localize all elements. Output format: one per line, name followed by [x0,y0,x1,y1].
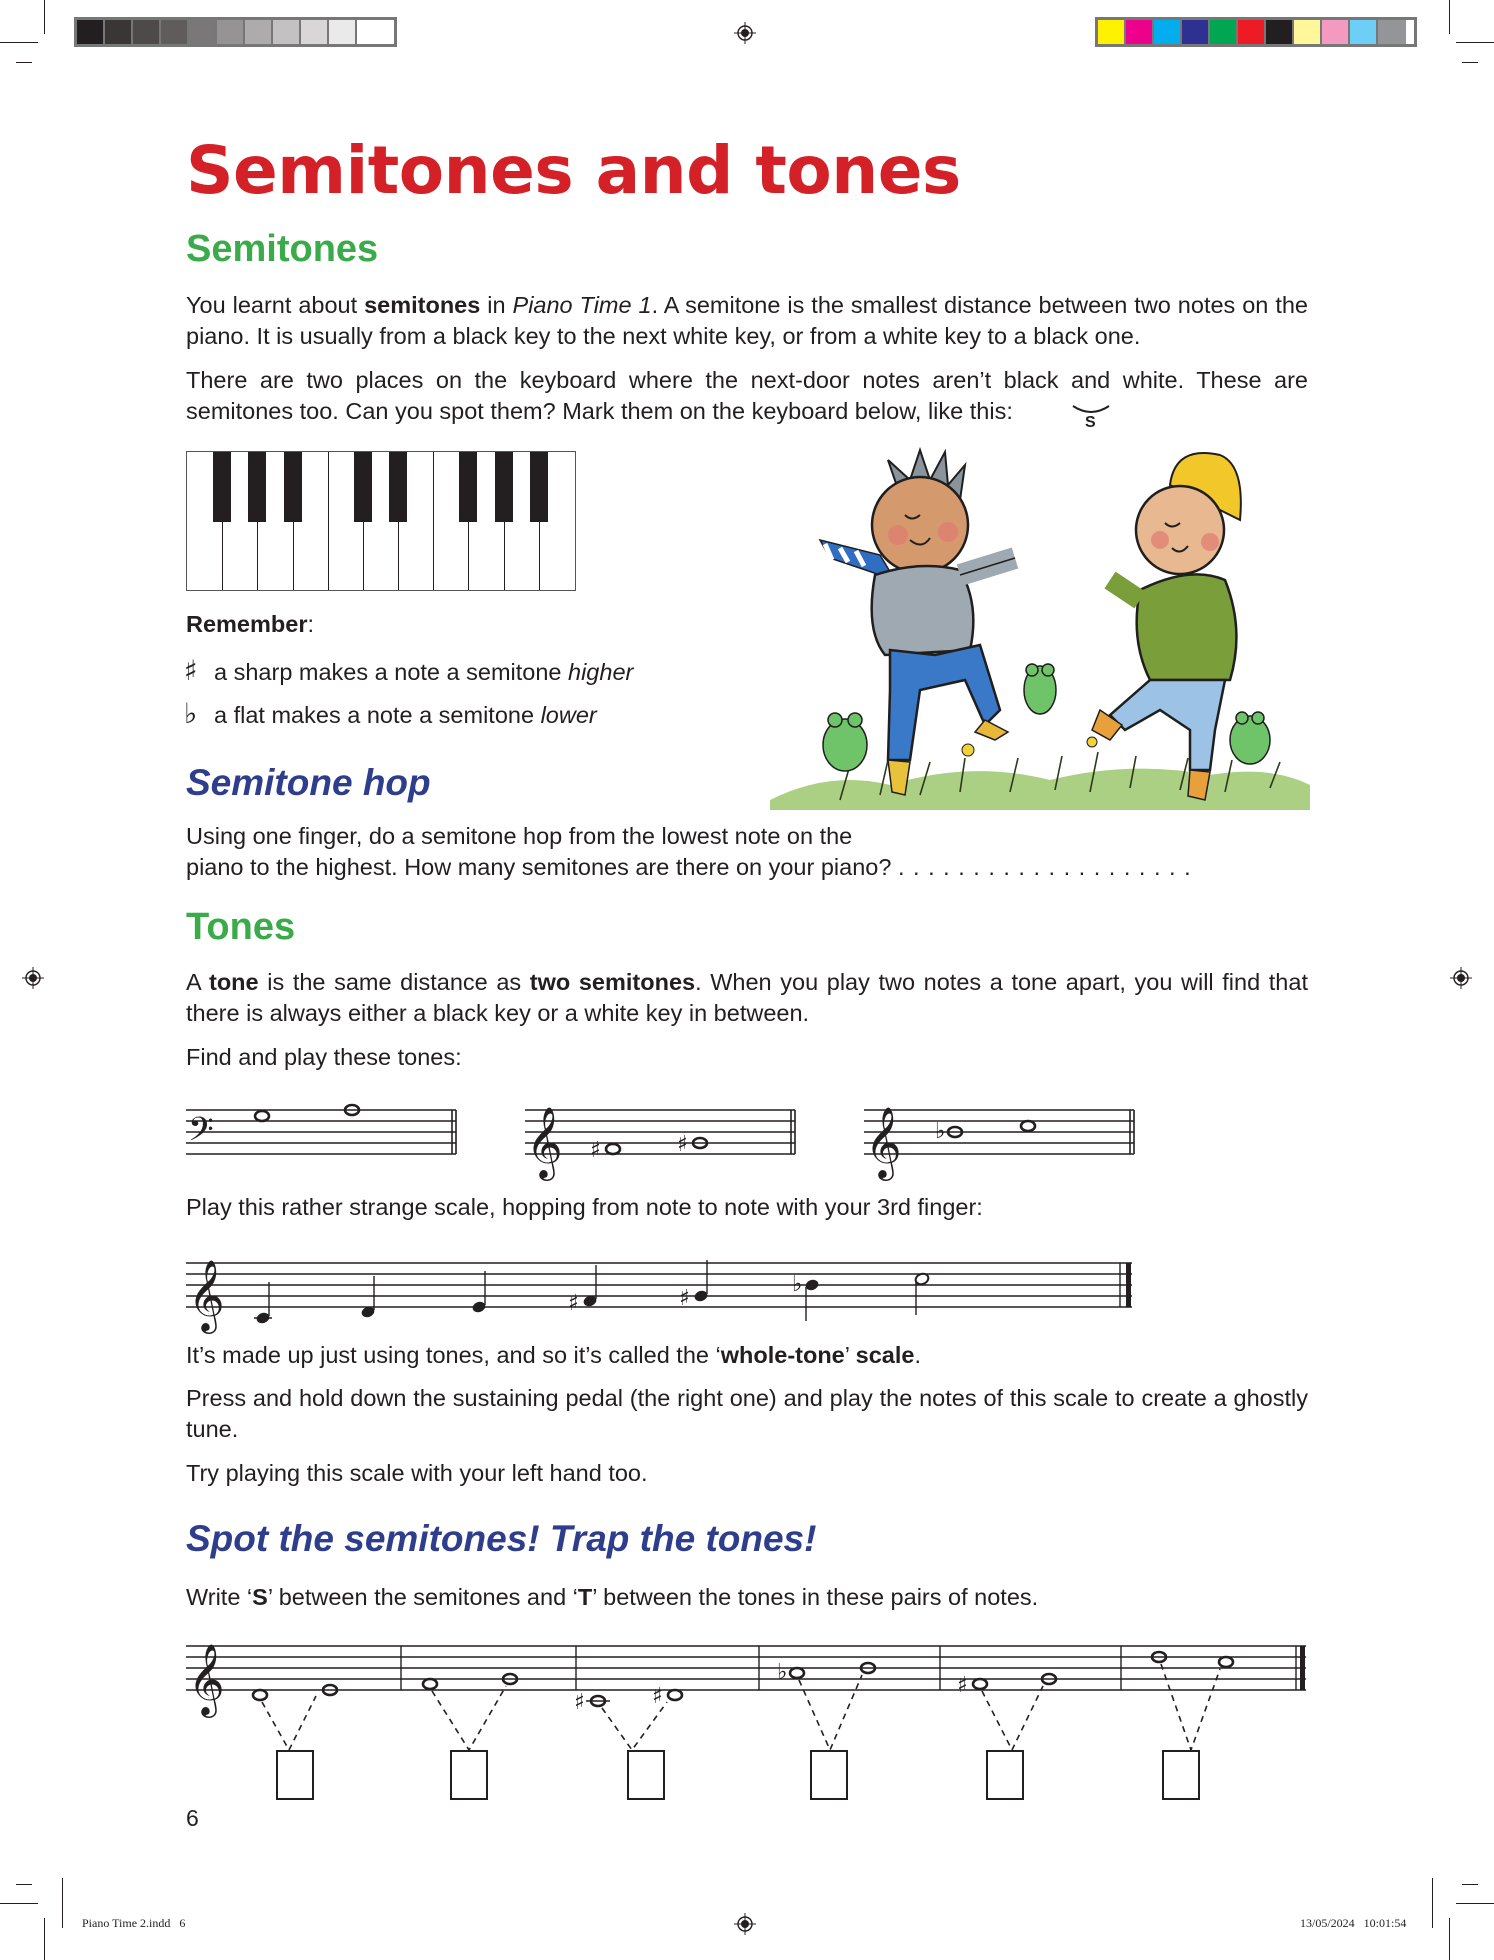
pedal-instruction: Press and hold down the sustaining pedal (the right one) and play the notes of this scale to create a ghostly tune. [186,1385,1308,1442]
svg-text:♯: ♯ [568,1291,579,1316]
crop-mark [0,42,38,43]
calibration-swatch [1126,20,1154,44]
page-title: Semitones and tones [186,132,961,209]
crop-mark [62,1878,63,1928]
svg-text:♭: ♭ [935,1119,946,1144]
answer-box[interactable] [1162,1750,1200,1800]
svg-text:♭: ♭ [792,1272,803,1297]
calibration-swatch [1294,20,1322,44]
svg-text:𝄞: 𝄞 [188,1642,225,1715]
svg-text:♯: ♯ [677,1132,688,1157]
section-heading-semitones: Semitones [186,228,379,270]
black-key[interactable] [530,452,548,522]
black-key[interactable] [248,452,266,522]
svg-text:♯: ♯ [590,1138,601,1163]
spot-instruction: Write ‘S’ between the semitones and ‘T’ between the tones in these pairs of notes. [186,1584,1039,1610]
black-key[interactable] [213,452,231,522]
svg-text:𝄞: 𝄞 [188,1258,225,1331]
semitone-mark-label: S [1085,414,1096,431]
svg-text:♯: ♯ [652,1684,663,1709]
sharp-rule: ♯ a sharp makes a note a semitone higher [184,654,634,687]
flat-rule: ♭ a flat makes a note a semitone lower [184,697,597,730]
answer-box[interactable] [627,1750,665,1800]
piano-keyboard[interactable] [186,451,576,591]
crop-mark [44,0,45,34]
svg-text:♯: ♯ [679,1286,690,1311]
answer-box[interactable] [276,1750,314,1800]
answer-box[interactable] [986,1750,1024,1800]
find-play-instruction: Find and play these tones: [186,1044,462,1070]
sharp-icon: ♯ [184,654,198,687]
crop-mark [16,62,32,63]
whole-tone-sentence: It’s made up just using tones, and so it’s called the ‘whole-tone’ scale. [186,1342,921,1368]
crop-mark [44,1918,45,1960]
page-number: 6 [186,1805,199,1831]
calibration-swatch [357,20,385,44]
crop-mark [0,1903,38,1904]
color-calibration-bar [1095,17,1417,47]
crop-mark [1462,62,1478,63]
staff-treble-fsharp-gsharp [525,1110,795,1154]
dancing-children-frogs-illustration [770,440,1310,820]
black-key[interactable] [354,452,372,522]
calibration-swatch [301,20,329,44]
registration-target-icon [733,21,757,45]
spot-semitones-staff [180,1620,1320,1800]
calibration-swatch [105,20,133,44]
tone-pairs-staves [180,1085,1140,1185]
registration-target-icon [21,966,45,990]
slug-filename: Piano Time 2.indd 6 [82,1916,186,1930]
calibration-swatch [1154,20,1182,44]
svg-text:♯: ♯ [574,1690,585,1715]
scale-instruction: Play this rather strange scale, hopping from note to note with your 3rd finger: [186,1194,983,1220]
crop-mark [16,1884,32,1885]
calibration-swatch [329,20,357,44]
calibration-swatch [1210,20,1238,44]
calibration-swatch [1266,20,1294,44]
staff-treble-bflat-c [864,1110,1134,1154]
black-key[interactable] [495,452,513,522]
staff-bass-f-g [186,1110,456,1154]
svg-text:♭: ♭ [777,1660,788,1685]
calibration-swatch [245,20,273,44]
crop-mark [1449,0,1450,34]
svg-text:𝄞: 𝄞 [526,1105,563,1178]
black-key[interactable] [459,452,477,522]
left-hand-instruction: Try playing this scale with your left hand too. [186,1460,648,1486]
semitone-hop-line2: piano to the highest. How many semitones are there on your piano? . . . . . . . . . . . . . . . . . . . . [186,854,1192,880]
answer-box[interactable] [450,1750,488,1800]
svg-text:𝄞: 𝄞 [865,1105,902,1178]
grayscale-calibration-bar [74,17,397,47]
calibration-swatch [1350,20,1378,44]
calibration-swatch [217,20,245,44]
registration-target-icon [733,1912,757,1936]
crop-mark [1456,42,1494,43]
calibration-swatch [1098,20,1126,44]
black-key[interactable] [389,452,407,522]
slug-timestamp: 13/05/2024 10:01:54 [1300,1916,1407,1930]
crop-mark [1462,1884,1478,1885]
calibration-swatch [273,20,301,44]
whole-tone-scale-staff[interactable] [180,1240,1140,1340]
black-key[interactable] [284,452,302,522]
semitone-hop-line1: Using one finger, do a semitone hop from the lowest note on the [186,823,853,849]
semitones-paragraph-1: You learnt about semitones in Piano Time 1. A semitone is the smallest distance between two notes on the piano. It is usually from a black key to the next white key, or from a white key to a black one. [186,292,1308,349]
semitones-paragraph-2: There are two places on the keyboard where the next-door notes aren’t black and white. These are semitones too. Can you spot them? Mark them on the keyboard below, like this: [186,367,1308,424]
svg-text:𝄢: 𝄢 [188,1111,214,1157]
answer-box[interactable] [810,1750,848,1800]
registration-target-icon [1449,966,1473,990]
calibration-swatch [1238,20,1266,44]
crop-mark [1449,1918,1450,1960]
subsection-heading-semitone-hop: Semitone hop [186,762,431,803]
flat-icon: ♭ [184,697,198,730]
remember-label: Remember: [186,611,315,637]
subsection-heading-spot: Spot the semitones! Trap the tones! [186,1518,817,1559]
calibration-swatch [161,20,189,44]
section-heading-tones: Tones [186,906,296,948]
calibration-swatch [189,20,217,44]
calibration-swatch [1378,20,1406,44]
tones-paragraph-1: A tone is the same distance as two semitones. When you play two notes a tone apart, you will find that there is always either a black key or a white key in between. [186,969,1308,1026]
crop-mark [1456,1903,1494,1904]
calibration-swatch [1182,20,1210,44]
answer-blank[interactable]: . . . . . . . . . . . . . . . . . . . . [897,854,1192,880]
calibration-swatch [77,20,105,44]
calibration-swatch [133,20,161,44]
svg-text:♯: ♯ [957,1673,968,1698]
crop-mark [1432,1878,1433,1928]
calibration-swatch [1322,20,1350,44]
